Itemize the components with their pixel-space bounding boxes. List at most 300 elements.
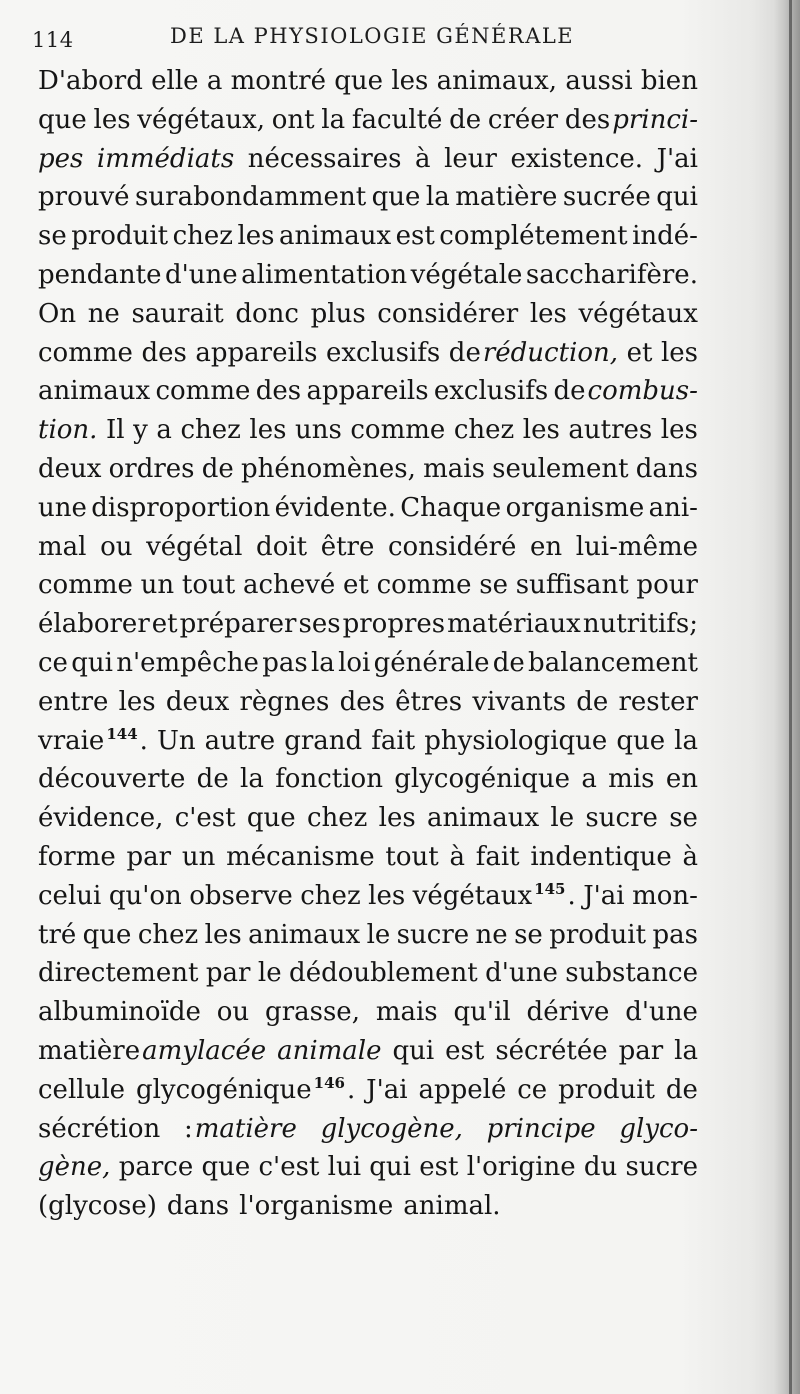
word-part: tré: [38, 919, 77, 950]
word: [321, 528, 375, 567]
word: [583, 605, 698, 644]
text-line: [38, 566, 698, 605]
word-part: comme: [350, 415, 446, 446]
word-part: forme: [38, 841, 116, 872]
word: [447, 605, 581, 644]
running-head: DE LA PHYSIOLOGIE GÉNÉRALE: [170, 24, 575, 48]
word: [38, 566, 133, 605]
word: [141, 334, 186, 373]
word: [201, 1148, 250, 1187]
word-part: suffisant: [515, 570, 629, 601]
word-part: chez: [137, 919, 199, 950]
word-part: glyco-: [619, 1113, 698, 1144]
word-part: disproportion: [91, 492, 271, 523]
word: [71, 217, 168, 256]
word: [146, 528, 242, 567]
word: [205, 722, 276, 761]
word: [284, 722, 362, 761]
word: [321, 101, 345, 140]
word: [38, 450, 101, 489]
word-part: tout: [181, 570, 236, 601]
word-part: à: [682, 841, 698, 872]
word: [485, 954, 558, 993]
word-part: albuminoïde: [38, 997, 201, 1028]
word-part: à: [415, 143, 431, 174]
word: [38, 683, 108, 722]
word: [669, 799, 698, 838]
word: [439, 217, 627, 256]
note-reference: 146: [313, 1073, 345, 1092]
word: [674, 1032, 698, 1071]
word-part: nécessaires: [247, 143, 402, 174]
word-part: prouvé: [38, 182, 130, 213]
word-part: ne: [475, 919, 508, 950]
word-part: créer: [487, 104, 559, 135]
word-part: mal: [38, 531, 87, 562]
word: [328, 1148, 361, 1187]
word-part: la: [425, 182, 450, 213]
word: [413, 877, 576, 916]
word-part: ani-: [648, 492, 698, 523]
word: [38, 101, 87, 140]
text-line: [38, 178, 698, 217]
word: [388, 528, 516, 567]
word: [247, 799, 296, 838]
word-part: .: [567, 880, 576, 911]
word: [38, 722, 148, 761]
page-edge-shadow: [774, 0, 800, 1394]
word: [94, 101, 131, 140]
word-part: lui-même: [575, 531, 698, 562]
word: [38, 1110, 160, 1149]
word: [584, 1148, 617, 1187]
word: [661, 334, 698, 373]
text-line: [38, 372, 698, 411]
word-part: la: [674, 1035, 698, 1066]
word: [632, 217, 698, 256]
word: [265, 993, 360, 1032]
word-part: Chaque: [400, 492, 502, 523]
word: [38, 217, 67, 256]
word-part: matériaux: [447, 609, 581, 640]
word: [343, 566, 369, 605]
word-part: balancement: [528, 647, 698, 678]
word: [38, 528, 86, 567]
word-part: que: [616, 725, 666, 756]
word: [578, 295, 697, 334]
text-line: [38, 295, 698, 334]
word-part: d'une: [625, 997, 698, 1028]
word-part: appelé: [418, 1074, 507, 1105]
word-part: J'ai: [583, 880, 625, 911]
word-part: sécrétée: [495, 1035, 608, 1066]
text-line: [38, 1110, 698, 1149]
word: [197, 760, 229, 799]
word-part: ses: [298, 609, 341, 640]
word-part: règnes: [239, 686, 330, 717]
word: [141, 566, 175, 605]
word-part: un: [140, 570, 175, 601]
word: [674, 722, 698, 761]
note-reference: 145: [534, 879, 566, 898]
word: [400, 489, 501, 528]
word-part: par: [126, 841, 172, 872]
word-part: de: [196, 764, 229, 795]
word: [455, 178, 557, 217]
word-part: chez: [453, 415, 515, 446]
word-part: et: [151, 609, 178, 640]
word: [632, 877, 698, 916]
word-part: complétement: [439, 221, 628, 252]
word-part: sucre: [625, 1152, 698, 1183]
word-part: de: [665, 1074, 698, 1105]
word: [657, 140, 698, 179]
word-part: végétal: [146, 531, 243, 562]
word-part: c'est: [258, 1152, 320, 1183]
word-part: comme: [38, 570, 133, 601]
word: [516, 566, 629, 605]
word-part: .: [346, 1074, 356, 1105]
word-part: découverte: [38, 764, 186, 795]
word: [206, 954, 251, 993]
word: [127, 838, 172, 877]
word: [231, 62, 326, 101]
word: [180, 605, 297, 644]
word: [343, 605, 446, 644]
word: [585, 799, 657, 838]
word-part: du: [583, 1152, 618, 1183]
word: [239, 1187, 393, 1226]
word: [549, 916, 646, 955]
word: [396, 217, 435, 256]
word: [576, 683, 608, 722]
word: [175, 799, 236, 838]
word: [506, 489, 645, 528]
word-part: lui: [327, 1152, 362, 1183]
text-line: [38, 605, 698, 644]
word-part: animaux: [248, 919, 361, 950]
word-part: d'une: [164, 259, 238, 290]
text-line: [38, 1032, 698, 1071]
word-part: exclusifs: [325, 337, 441, 368]
word-part: est: [445, 1035, 485, 1066]
word: [661, 411, 698, 450]
word: [377, 566, 472, 605]
word: [626, 1148, 698, 1187]
word-part: des: [564, 104, 611, 135]
word: [576, 528, 698, 567]
word-part: .: [139, 725, 148, 756]
word: [563, 178, 651, 217]
word: [517, 1071, 547, 1110]
word-part: évidente.: [274, 492, 396, 523]
word-part: que: [334, 66, 384, 96]
word-part: animaux: [38, 376, 151, 407]
word-part: dédoublement: [289, 958, 478, 989]
word: [449, 101, 481, 140]
text-line: [38, 644, 698, 683]
word: [476, 838, 520, 877]
word-part: On: [38, 298, 77, 329]
word-part: qui: [369, 1152, 411, 1183]
word-part: mais: [375, 997, 438, 1028]
word-part: chez: [300, 880, 361, 911]
word-part: celui: [38, 880, 102, 911]
word: [492, 450, 628, 489]
word: [334, 62, 383, 101]
text-line: [38, 101, 698, 140]
word-part: pendante: [38, 259, 162, 290]
word: [666, 1071, 698, 1110]
word: [437, 62, 557, 101]
word: [372, 178, 421, 217]
word: [649, 489, 698, 528]
text-line: [38, 217, 698, 256]
word: [514, 916, 543, 955]
word: [472, 683, 566, 722]
word: [38, 411, 97, 450]
word: [295, 411, 342, 450]
text-line: [38, 799, 698, 838]
word-part: alimentation: [241, 259, 408, 290]
word: [530, 528, 562, 567]
word-part: de: [492, 647, 525, 678]
word: [279, 217, 391, 256]
word-part: en: [665, 764, 698, 795]
word: [155, 372, 250, 411]
word: [558, 1071, 655, 1110]
word-part: considérer: [377, 298, 519, 329]
word: [608, 760, 654, 799]
word-part: végétaux,: [137, 104, 265, 135]
text-line: [38, 489, 698, 528]
page-header: [32, 24, 732, 54]
word-part: dans: [166, 1191, 230, 1222]
page-edge-line: [789, 0, 792, 1394]
word-part: a: [156, 415, 172, 446]
word-part: générale: [373, 647, 490, 678]
word: [394, 760, 570, 799]
word-part: les: [660, 415, 698, 446]
word: [205, 916, 242, 955]
word: [306, 372, 428, 411]
word: [454, 993, 511, 1032]
word-part: a: [206, 66, 223, 96]
word: [392, 1032, 434, 1071]
word-part: se: [479, 570, 508, 601]
word: [38, 334, 133, 373]
word-part: les: [529, 298, 567, 329]
word-part: ou: [216, 997, 250, 1028]
word-part: les: [660, 337, 698, 368]
word-part: les: [118, 686, 156, 717]
word-part: animaux: [427, 803, 540, 834]
word-part: comme: [38, 337, 133, 368]
word-part: de: [201, 453, 234, 484]
word-part: immédiats: [96, 143, 235, 174]
word-part: considéré: [387, 531, 517, 562]
word: [423, 450, 485, 489]
word: [138, 916, 198, 955]
word-part: grasse,: [265, 997, 360, 1028]
word: [444, 140, 497, 179]
word-part: principe: [486, 1113, 596, 1144]
text-line: [38, 954, 698, 993]
word-part: mais: [423, 453, 485, 484]
word-part: faculté: [351, 104, 443, 135]
word: [527, 993, 610, 1032]
word-part: vivants: [472, 686, 567, 717]
body-text: [38, 62, 698, 1226]
word-part: mis: [608, 764, 655, 795]
word: [119, 1148, 194, 1187]
word-part: Il: [105, 415, 125, 446]
word: [636, 450, 698, 489]
word-part: entre: [38, 686, 109, 717]
word: [135, 178, 366, 217]
word: [379, 799, 416, 838]
word: [495, 1032, 607, 1071]
word: [272, 101, 315, 140]
word-part: fonction: [275, 764, 383, 795]
word: [83, 916, 132, 955]
word-part: les: [522, 415, 560, 446]
word-part: comme: [376, 570, 472, 601]
word-part: directement: [38, 958, 199, 989]
word: [38, 605, 150, 644]
word: [366, 1071, 407, 1110]
word: [616, 722, 665, 761]
word: [321, 1110, 463, 1149]
word-part: préparer: [179, 609, 297, 640]
word: [467, 1148, 576, 1187]
word-part: combus-: [587, 376, 698, 407]
word: [424, 722, 607, 761]
word: [568, 411, 652, 450]
word-part: tout: [385, 841, 439, 872]
word: [289, 954, 478, 993]
word-part: vraie: [38, 725, 105, 756]
word: [275, 760, 383, 799]
word-part: des: [141, 337, 187, 368]
word-part: de: [576, 686, 609, 717]
word: [249, 411, 286, 450]
word-part: les: [391, 66, 429, 96]
word-part: les: [368, 880, 406, 911]
word: [156, 411, 172, 450]
word-part: en: [530, 531, 563, 562]
word: [581, 760, 597, 799]
word: [369, 1148, 411, 1187]
page-number: 114: [32, 28, 74, 52]
word: [133, 411, 148, 450]
word: [350, 411, 445, 450]
word: [237, 217, 274, 256]
word-part: comme: [155, 376, 251, 407]
word: [550, 799, 574, 838]
word-part: animaux: [279, 221, 392, 252]
word: [367, 916, 391, 955]
word: [106, 411, 125, 450]
word: [256, 372, 301, 411]
word-part: se: [38, 221, 67, 252]
word-part: Un: [156, 725, 196, 756]
word: [479, 566, 508, 605]
word: [619, 1032, 664, 1071]
word: [338, 644, 370, 683]
word: [239, 683, 329, 722]
word-part: que: [201, 1152, 251, 1183]
word-part: d'une: [485, 958, 558, 989]
word-part: qu'on: [108, 880, 182, 911]
text-line: [38, 722, 698, 761]
word: [415, 140, 431, 179]
word-part: des: [255, 376, 302, 407]
word: [434, 372, 548, 411]
word-part: que: [38, 104, 87, 135]
word-part: est: [419, 1152, 459, 1183]
word: [180, 411, 240, 450]
word-part: achevé: [242, 570, 336, 601]
word: [137, 101, 265, 140]
word: [395, 683, 462, 722]
word: [38, 993, 201, 1032]
word: [625, 993, 698, 1032]
word: [184, 1110, 297, 1149]
word-part: se: [514, 919, 543, 950]
word: [487, 1110, 596, 1149]
word-part: c'est: [174, 803, 236, 834]
word: [217, 993, 249, 1032]
word: [258, 954, 282, 993]
word-part: amylacée: [142, 1035, 267, 1066]
word: [403, 1187, 500, 1226]
text-line: [38, 1187, 698, 1226]
word-part: D'abord: [38, 66, 143, 96]
word-part: chez: [306, 803, 368, 834]
word: [300, 877, 360, 916]
word-part: réduction,: [482, 337, 619, 368]
word-part: animale: [277, 1035, 382, 1066]
word-part: pas: [262, 647, 308, 678]
word-part: saccharifère.: [525, 259, 698, 290]
word: [445, 1032, 484, 1071]
word: [259, 1148, 320, 1187]
word: [340, 683, 385, 722]
word-part: plus: [310, 298, 366, 329]
word-part: ont: [271, 104, 315, 135]
word: [397, 916, 469, 955]
text-line: [38, 334, 698, 373]
word: [38, 838, 116, 877]
word-part: appareils: [306, 376, 429, 407]
word: [682, 838, 698, 877]
word-part: qui: [656, 182, 698, 213]
word: [109, 450, 195, 489]
word-part: produit: [549, 919, 647, 950]
word: [476, 916, 508, 955]
word-part: y: [133, 415, 148, 446]
word-part: qui: [71, 647, 113, 678]
word: [38, 877, 101, 916]
word-part: appareils: [195, 337, 318, 368]
word: [385, 838, 438, 877]
word-part: donc: [235, 298, 299, 329]
word: [131, 295, 223, 334]
word-part: grand: [284, 725, 363, 756]
note-reference: 144: [106, 724, 138, 743]
word-part: sécrétion: [38, 1113, 161, 1144]
